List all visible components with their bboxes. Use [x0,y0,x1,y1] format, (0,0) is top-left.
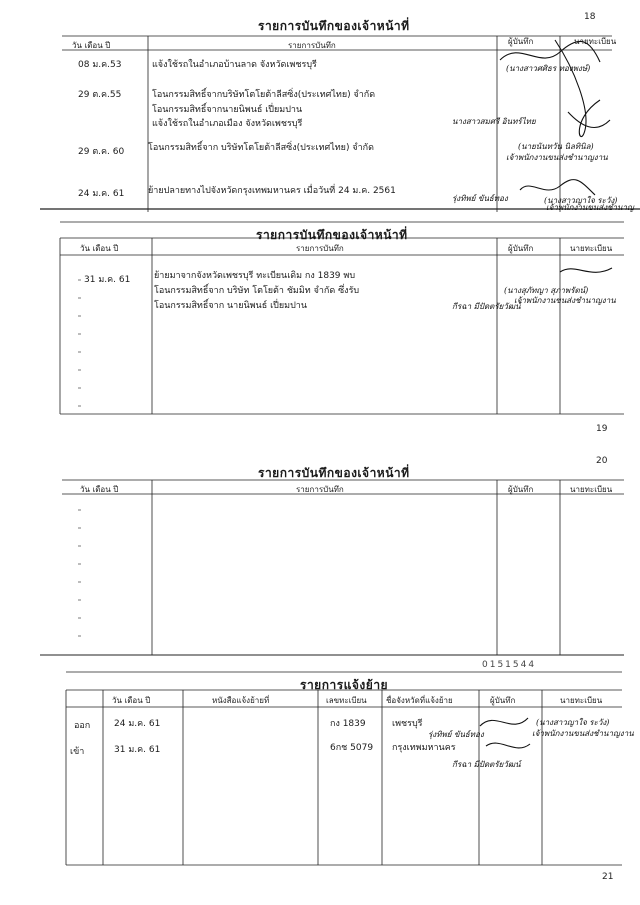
signature-text: เจ้าพนักงานขนส่งชำนาญงาน [506,153,608,162]
section1-header-registrar: นายทะเบียน [574,37,617,46]
signature-text: (นางสุภัทญา สุภาพรัตน์) [504,286,589,295]
section1-row-text: แจ้งใช้รถในอำเภอเมือง จังหวัดเพชรบุรี [152,119,303,129]
section4-row-date: 31 ม.ค. 61 [114,745,161,755]
section3-grid [40,480,624,655]
section2-header-record: รายการบันทึก [296,244,344,253]
section3-header-record: รายการบันทึก [296,485,344,494]
section4-row-type: เข้า [70,747,85,757]
page-number-18: 18 [584,12,596,22]
section2-row-text: ย้ายมาจากจังหวัดเพชรบุรี ทะเบียนเดิม กง 1839 พบ [154,271,356,281]
section1-row-text: โอนกรรมสิทธิ์จากนายนิพนธ์ เปี่ยมปาน [152,105,303,115]
section1-row-date: 29 ต.ค. 60 [78,147,125,157]
signature-text: (นายนันทวัน นิลทินิล) [518,142,594,151]
section2-row-text: โอนกรรมสิทธิ์จาก นายนิพนธ์ เปี่ยมปาน [154,301,307,311]
section1-row-date: 29 ต.ค.55 [78,90,122,100]
page-number-21: 21 [602,872,614,882]
section1-row-text: ย้ายปลายทางไปจังหวัดกรุงเทพมหานคร เมื่อวันที่ 24 ม.ค. 2561 [148,186,396,196]
section1-title: รายการบันทึกของเจ้าหน้าที่ [258,19,410,33]
signature-text: เจ้าพนักงานขนส่งชำนาญงาน [532,729,634,738]
section4-row-plate: กง 1839 [330,719,366,729]
section4-row-type: ออก [74,721,91,731]
section1-row-date: 24 ม.ค. 61 [78,189,125,199]
signature-text: (นางสาวศศิธร ทองพงษ์) [506,64,591,73]
signature-text: (นางสาวญาใจ ระวัง) [536,718,610,727]
section1-header-date: วัน เดือน ปี [72,41,111,50]
section1-header-record: รายการบันทึก [288,41,336,50]
signature-text: (นางสาวญาใจ ระวัง) [544,196,618,205]
section4-header-province: ชื่อจังหวัดที่แจ้งย้าย [386,696,453,705]
section2-row-text: โอนกรรมสิทธิ์จาก บริษัท โตโยต้า ชัมมิท จำกัด ซึ่งรับ [154,286,360,296]
page-number-19: 19 [596,424,608,434]
section2-header-recorder: ผู้บันทึก [508,244,534,253]
section3-title: รายการบันทึกของเจ้าหน้าที่ [258,466,410,480]
section2-row-date: 31 ม.ค. 61 [84,275,131,285]
margin-ticks [78,280,81,636]
section4-row-province: กรุงเทพมหานคร [392,743,456,753]
section2-header-date: วัน เดือน ปี [80,244,119,253]
section1-row-text: โอนกรรมสิทธิ์จากบริษัทโตโยต้าลีสซิ่ง(ประเทศไทย) จำกัด [152,90,376,100]
section4-title: รายการแจ้งย้าย [300,678,389,692]
signature-text: เจ้าพนักงานขนส่งชำนาญ [546,203,634,212]
section3-header-date: วัน เดือน ปี [80,485,119,494]
section4-row-date: 24 ม.ค. 61 [114,719,161,729]
signature-text: รุ่งทิพย์ ขันธ์ทอง [452,194,508,203]
section1-row-date: 08 ม.ค.53 [78,60,122,70]
signature-text: เจ้าพนักงานขนส่งชำนาญงาน [514,296,616,305]
signature-text: นางสาวสมศรี อินทร์ไทย [452,117,536,126]
signature-text: รุ่งทิพย์ ขันธ์ทอง [428,730,484,739]
section4-header-recorder: ผู้บันทึก [490,696,516,705]
section4-row-plate: 6กช 5079 [330,743,374,753]
section3-header-recorder: ผู้บันทึก [508,485,534,494]
section1-row-text: แจ้งใช้รถในอำเภอบ้านลาด จังหวัดเพชรบุรี [152,60,317,70]
section3-header-registrar: นายทะเบียน [570,485,613,494]
section1-header-recorder: ผู้บันทึก [508,37,534,46]
section4-header-registrar: นายทะเบียน [560,696,603,705]
signature-text: กีรฉา มีปัดตรัยวัฒน์ [452,760,521,769]
section2-header-registrar: นายทะเบียน [570,244,613,253]
section4-row-province: เพชรบุรี [392,719,423,729]
section4-header-plate: เลขทะเบียน [326,696,367,705]
section4-header-date: วัน เดือน ปี [112,696,151,705]
section1-row-text: โอนกรรมสิทธิ์จาก บริษัทโตโยต้าลีสซิ่ง(ประเทศไทย) จำกัด [148,143,374,153]
signature-text: กีรฉา มีปัดตรัยวัฒน์ [452,302,521,311]
stamp-number: 0151544 [482,660,537,670]
section4-header-letter: หนังสือแจ้งย้ายที่ [212,696,270,705]
section2-title: รายการบันทึกของเจ้าหน้าที่ [256,228,408,242]
page-number-20: 20 [596,456,608,466]
